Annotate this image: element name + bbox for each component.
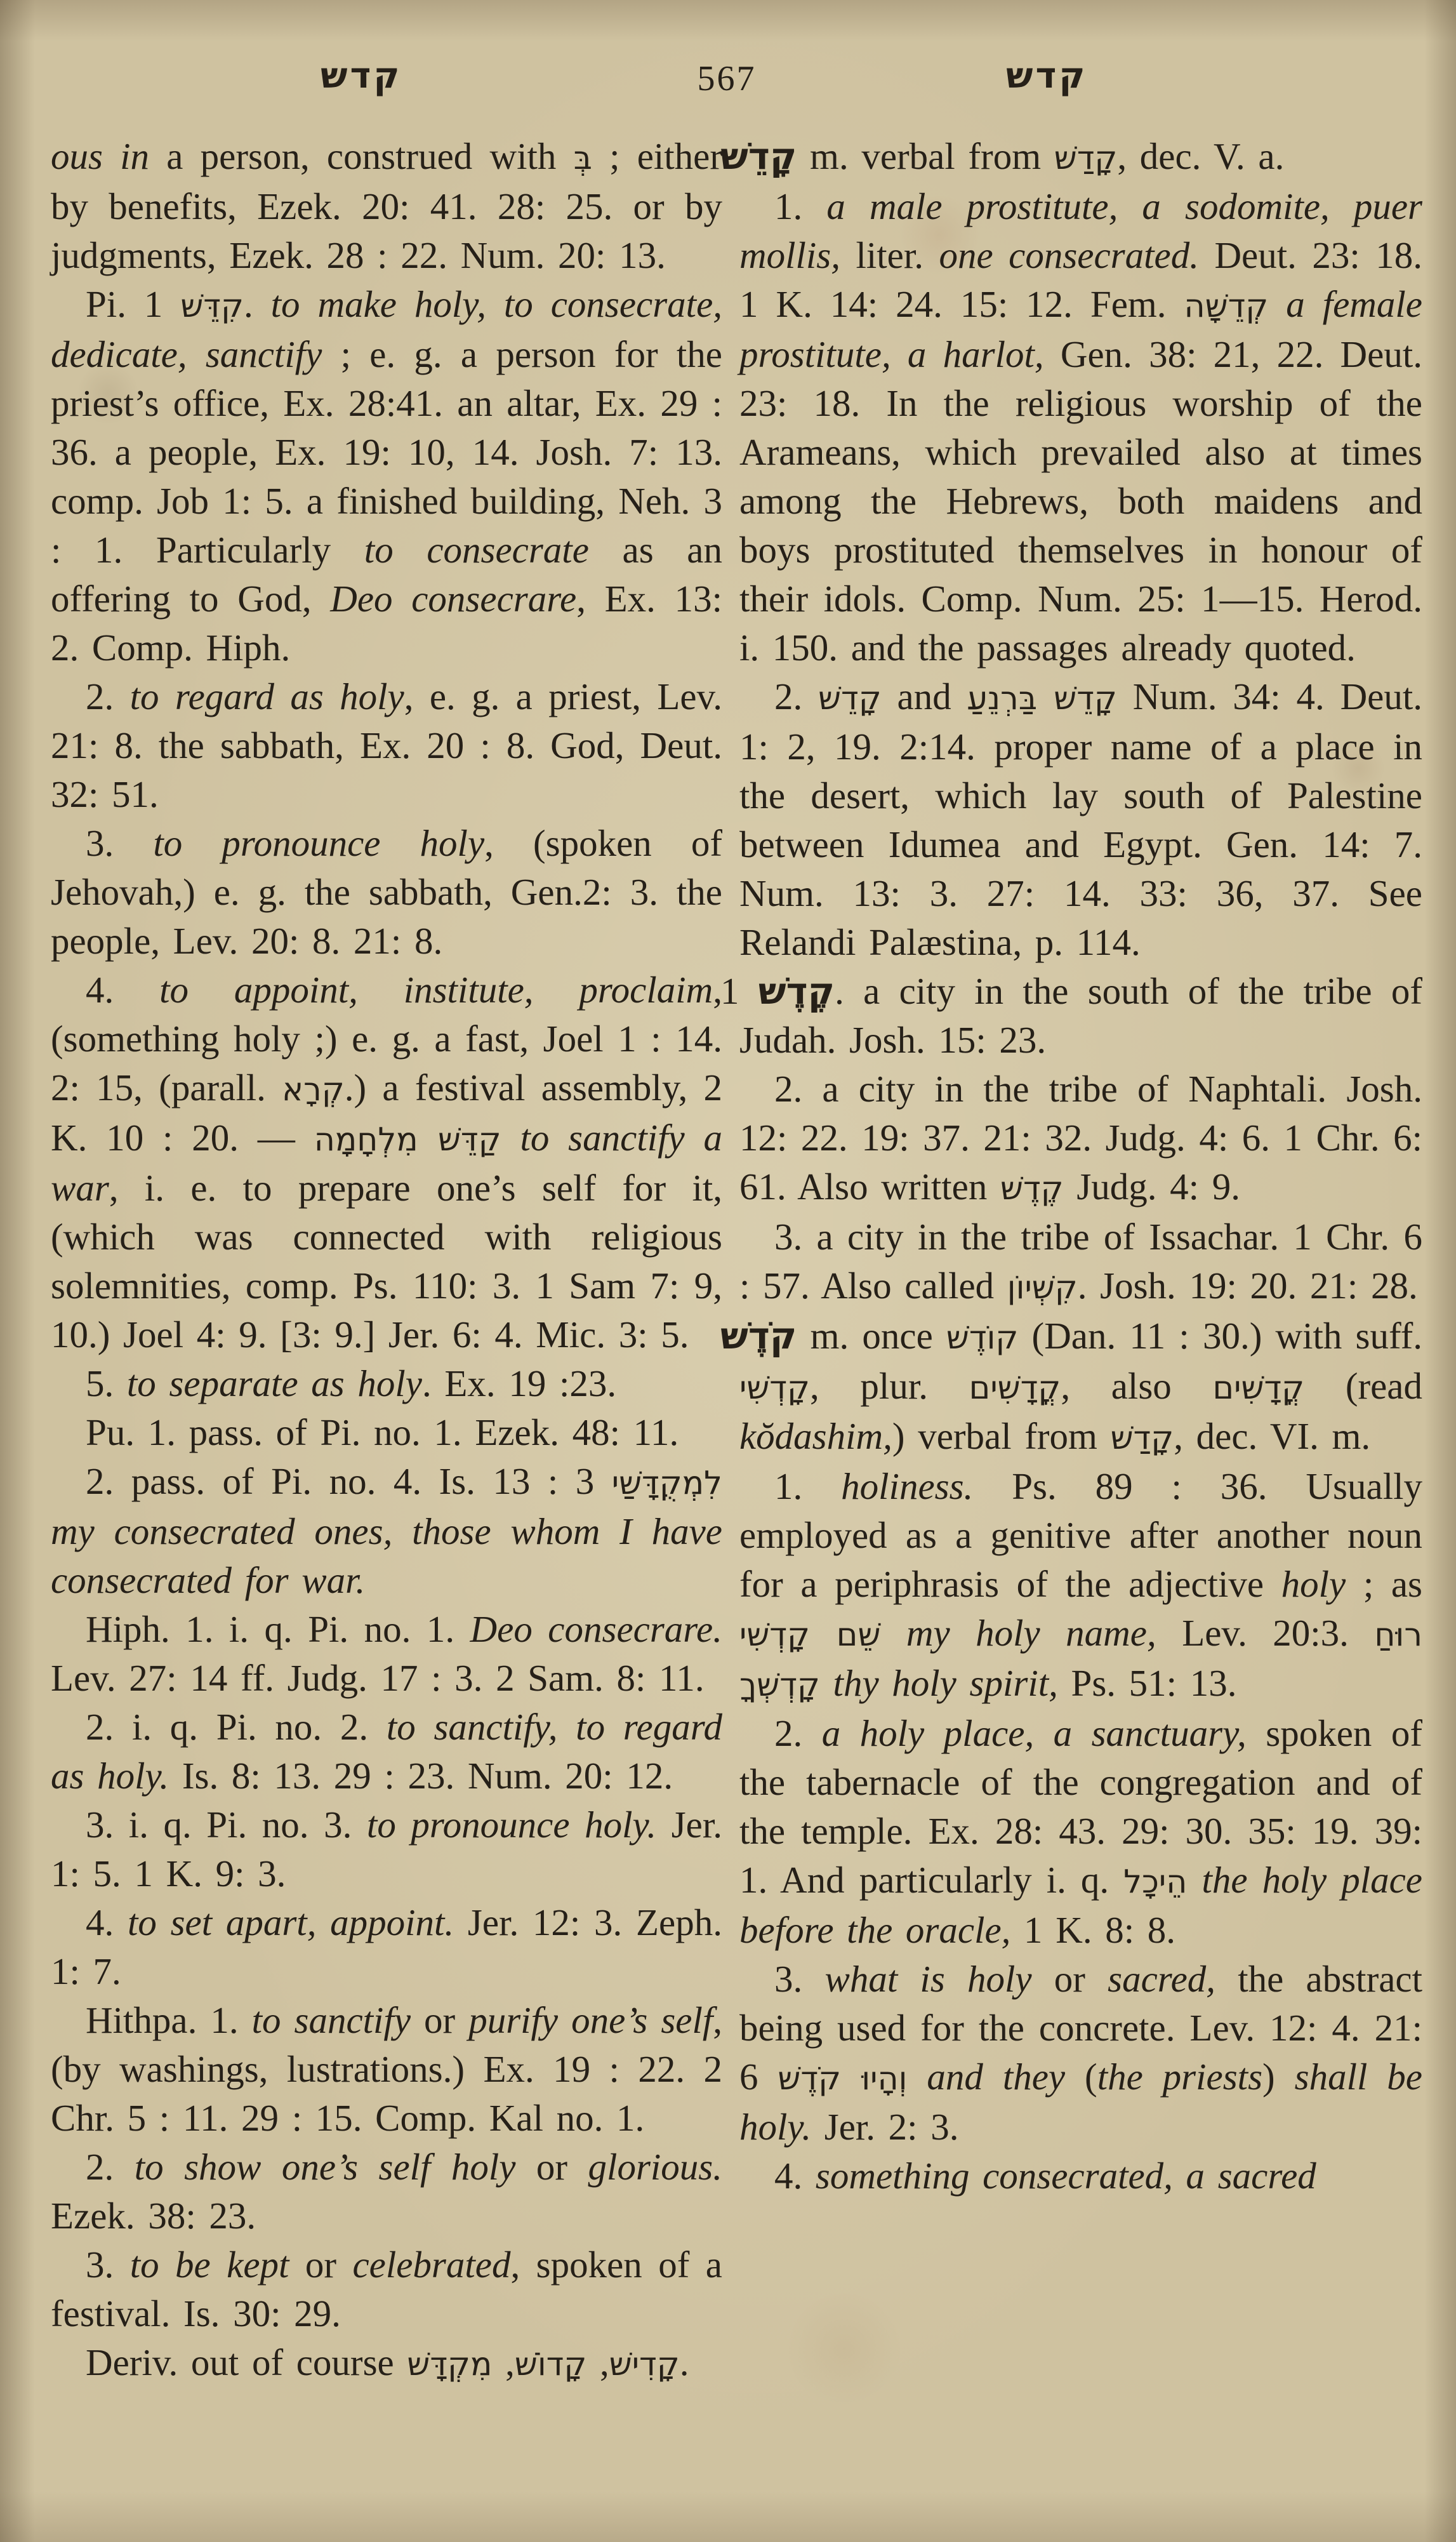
- text-run: m. once: [797, 1315, 946, 1357]
- text-run: to sanctify, to regard as holy.: [51, 1706, 723, 1797]
- hebrew-text: קְרָא: [282, 1070, 345, 1108]
- text-run: to regard as holy: [129, 675, 404, 717]
- text-run: 1.: [774, 185, 827, 227]
- text-run: glorious.: [588, 2146, 723, 2188]
- paragraph: [51, 132, 722, 280]
- text-run: (read: [1304, 1365, 1422, 1407]
- text-run: and they: [927, 2056, 1066, 2098]
- text-run: Hithpa. 1.: [86, 1999, 252, 2041]
- hebrew-text: קֶדֶשׁ: [758, 969, 835, 1013]
- text-run: ,: [492, 2341, 515, 2383]
- paragraph: [51, 1703, 722, 1800]
- hebrew-text: בְּ: [573, 139, 592, 176]
- text-run: [908, 2056, 927, 2098]
- hebrew-text: קָדוֹשׁ: [514, 2345, 587, 2383]
- text-run: 2.: [774, 675, 819, 717]
- text-run: 1.: [143, 283, 271, 325]
- text-run: one consecrated.: [939, 234, 1199, 276]
- text-run: 2. a city in the tribe of Naphtali. Josh. 12: 22. 19: 37. 21: 32. Judg. 4: 6. 1 Chr. 6: 61. Also written: [739, 1068, 1422, 1208]
- text-run: . Josh. 19: 20. 21: 28.: [1077, 1265, 1418, 1307]
- hebrew-text: מִקְדָּשׁ: [407, 2345, 493, 2383]
- text-run: 4.: [86, 1901, 128, 1943]
- text-run: kŏdashim,: [739, 1415, 892, 1457]
- text-run: , i. e. to prepare one’s self for it, (which was connected with religious solemnities, comp. Ps. 110: 3. 1 Sam 7: 9, 10.) Joel 4: 9. [3: 9.] Jer. 6: 4. Mic. 3: 5.: [51, 1167, 722, 1355]
- paragraph: [739, 182, 1422, 672]
- text-run: 2. i. q. Pi. no. 2.: [86, 1706, 387, 1748]
- entry-paragraph: [720, 1312, 1422, 1462]
- paragraph: [51, 1359, 722, 1408]
- hebrew-text: קָדִישׁ: [609, 2345, 680, 2383]
- text-run: , (spoken of Jehovah,) e. g. the sabbath, Gen.2: 3. the people, Lev. 20: 8. 21: 8.: [51, 822, 723, 962]
- text-run: Hiph. 1. i. q. Pi. no. 1.: [86, 1608, 470, 1650]
- hebrew-text: קַדֵּשׁ מִלְחָמָה: [314, 1121, 501, 1158]
- paragraph: [51, 1457, 722, 1605]
- text-run: m. verbal from: [797, 135, 1054, 177]
- text-run: a holy place, a sanctuary,: [821, 1712, 1247, 1754]
- text-run: thy holy spirit,: [833, 1662, 1058, 1704]
- text-run: to sanctify: [251, 1999, 411, 2041]
- hebrew-text: שֵׁם קָדְשִׁי: [739, 1616, 881, 1653]
- text-run: .: [679, 2341, 689, 2383]
- hebrew-text: הֵיכָל: [1123, 1863, 1188, 1900]
- text-run: 2.: [86, 675, 130, 717]
- hebrew-text: קֹדֶשׁ: [720, 1314, 797, 1357]
- paragraph: [51, 280, 722, 672]
- paragraph: [51, 2143, 722, 2240]
- text-run: Ps. 89 : 36. Usually employed as a genitive after another noun for a periphrasis of the adjective: [739, 1465, 1422, 1605]
- hebrew-text: קָדֵשׁ: [818, 679, 882, 717]
- entry-paragraph: [720, 132, 1422, 182]
- text-run: ; either by benefits, Ezek. 20: 41. 28: 25. or by judgments, Ezek. 28 : 22. Num. 20: 13.: [51, 135, 723, 276]
- text-run: the priests: [1097, 2056, 1263, 2098]
- text-run: something consecrated, a sacred: [815, 2155, 1316, 2197]
- hebrew-text: קִשְׁיוֹן: [1007, 1268, 1078, 1306]
- text-run: what is holy: [824, 1958, 1032, 2000]
- text-run: Lev. 27: 14 ff. Judg. 17 : 3. 2 Sam. 8: 11.: [51, 1657, 705, 1699]
- text-run: Jer. 2: 3.: [811, 2106, 959, 2148]
- text-run: Jer. 12: 3. Zeph. 1: 7.: [51, 1901, 722, 1992]
- text-run: [1268, 283, 1286, 325]
- text-run: 3.: [774, 1958, 825, 2000]
- hebrew-text: קָדַשׁ: [1110, 1419, 1174, 1456]
- text-run: Jer. 1: 5. 1 K. 9: 3.: [51, 1804, 722, 1894]
- text-run: , Ex. 13: 2. Comp. Hiph.: [51, 578, 722, 669]
- text-run: , also: [1061, 1365, 1213, 1407]
- text-run: my holy name,: [906, 1612, 1156, 1654]
- text-run: ,: [586, 2341, 609, 2383]
- text-run: 1.: [774, 1465, 842, 1507]
- text-run: Deriv. out of course: [86, 2341, 407, 2383]
- text-run: 2.: [774, 1712, 822, 1754]
- text-run: to consecrate: [364, 529, 589, 571]
- text-run: a person, construed with: [149, 135, 574, 177]
- text-run: holiness.: [841, 1465, 974, 1507]
- text-run: or: [411, 1999, 469, 2041]
- text-run: Is. 8: 13. 29 : 23. Num. 20: 12.: [169, 1755, 673, 1797]
- hebrew-text: קָדַשׁ: [1054, 139, 1118, 176]
- text-run: (Dan. 11 : 30.) with suff.: [1018, 1315, 1422, 1357]
- text-column-right: [720, 132, 1423, 2200]
- text-run: Pi.: [86, 283, 144, 325]
- text-run: Num. 34: 4. Deut. 1: 2, 19. 2:14. proper name of a place in the desert, which lay south of Palestine between Idumea and Egypt. Gen. 14: 7. Num. 13: 3. 27: 14. 33: 36, 37. See Relandi Palæstina, p. 114.: [739, 675, 1423, 963]
- text-run: as an offering to God,: [51, 529, 722, 620]
- text-column-left: [51, 132, 722, 2388]
- text-run: (: [1065, 2056, 1097, 2098]
- text-run: [880, 1612, 906, 1654]
- text-run: Gen. 38: 21, 22. Deut. 23: 18. In the religious worship of the Arameans, which prevailed also at times among the Hebrews, both maidens and boys prostituted themselves in honour of their idols. Comp. Num. 25: 1—15. Herod. i. 150. and the passages already quoted.: [739, 333, 1422, 669]
- text-run: my consecrated ones, those whom I have consecrated for war.: [51, 1510, 722, 1601]
- hebrew-text: קִדֵּשׁ: [180, 287, 244, 324]
- hebrew-text: קֶדֶשׁ: [1000, 1169, 1064, 1207]
- page-header: [0, 0, 1456, 127]
- paragraph: [51, 819, 722, 966]
- text-run: ): [1262, 2056, 1295, 2098]
- text-run: Deo consecrare: [330, 578, 577, 620]
- paragraph: [51, 1800, 722, 1898]
- text-run: a male prostitute, a sodomite, puer mollis,: [739, 185, 1422, 276]
- paragraph: [51, 2240, 722, 2338]
- hebrew-text: קֳדָשִׁים: [1212, 1369, 1305, 1406]
- header-hebrew-keyword-left: קדש: [321, 55, 402, 96]
- text-run: .) a festival assembly, 2 K. 10 : 20. —: [51, 1067, 723, 1159]
- page-number: 567: [697, 59, 757, 98]
- text-run: . Ex. 19 :23.: [421, 1362, 617, 1404]
- text-run: Ezek. 38: 23.: [51, 2195, 256, 2237]
- text-run: Deut. 23: 18. 1 K. 14: 24. 15: 12. Fem.: [739, 234, 1422, 325]
- hebrew-text: קֳדָשִׁים: [969, 1369, 1061, 1406]
- text-run: to make holy, to consecrate, dedicate, sanctify: [51, 283, 723, 375]
- header-hebrew-keyword-right: קדש: [1006, 55, 1088, 96]
- text-run: 3. a city in the tribe of Issachar. 1 Chr. 6 : 57. Also called: [739, 1216, 1422, 1307]
- text-run: ; e. g. a person for the priest’s office, Ex. 28:41. an altar, Ex. 29 : 36. a people, Ex. 19: 10, 14. Josh. 7: 13. comp. Job 1: 5. a finished building, Neh. 3 : 1. Particularly: [51, 333, 722, 571]
- text-run: spoken of the tabernacle of the congregation and of the temple. Ex. 28: 43. 29: 30. 35: 19. 39: 1. And particularly i. q.: [739, 1712, 1422, 1901]
- hebrew-text: לִמְקֻדָּשַׁי: [611, 1464, 722, 1501]
- paragraph: [739, 1955, 1422, 2152]
- text-run: 3. i. q. Pi. no. 3.: [86, 1804, 367, 1846]
- text-run: to pronounce holy: [153, 822, 485, 864]
- paragraph: [51, 1996, 722, 2143]
- text-run: [1187, 1859, 1201, 1901]
- hebrew-text: קָדֵשׁ בַּרְנֵעַ: [967, 679, 1117, 717]
- paragraph: [739, 1213, 1422, 1312]
- hebrew-text: קְדֵשָׁה: [1184, 287, 1269, 324]
- text-run: shall be holy.: [739, 2056, 1422, 2148]
- text-run: to show one’s self holy: [134, 2146, 516, 2188]
- paragraph: [51, 1898, 722, 1996]
- text-run: Pu. 1. pass. of Pi. no. 1. Ezek. 48: 11.: [86, 1411, 679, 1453]
- text-run: to sanctify a war: [51, 1117, 723, 1209]
- text-run: , (something holy ;) e. g. a fast, Joel 1 : 14. 2: 15, (parall.: [51, 969, 722, 1108]
- text-run: 4.: [774, 2155, 816, 2197]
- text-run: to separate as holy: [126, 1362, 422, 1404]
- text-run: or: [289, 2244, 353, 2286]
- paragraph: [739, 2152, 1422, 2200]
- text-run: ) verbal from: [892, 1415, 1111, 1457]
- paragraph: [51, 2338, 722, 2388]
- text-run: 1 K. 8: 8.: [1010, 1909, 1176, 1951]
- paragraph: [51, 1408, 722, 1457]
- text-run: Judg. 4: 9.: [1063, 1166, 1240, 1208]
- text-run: to pronounce holy.: [366, 1804, 657, 1846]
- text-run: 5.: [86, 1362, 127, 1404]
- text-run: liter.: [840, 234, 939, 276]
- paragraph: [739, 1065, 1422, 1213]
- text-run: celebrated: [352, 2244, 511, 2286]
- text-run: the abstract being used for the concrete. Lev. 12: 4. 21: 6: [739, 1958, 1422, 2098]
- text-run: sacred,: [1108, 1958, 1216, 2000]
- entry-paragraph: [720, 967, 1423, 1065]
- text-run: holy: [1281, 1563, 1346, 1605]
- hebrew-text: וְהָיוּ קֹדֶשׁ: [778, 2060, 908, 2097]
- paragraph: [739, 1462, 1422, 1709]
- paragraph: [51, 1605, 722, 1703]
- text-run: to be kept: [129, 2244, 289, 2286]
- text-run: , dec. V. a.: [1117, 135, 1285, 177]
- text-run: , spoken of a festival. Is. 30: 29.: [51, 2244, 722, 2334]
- text-run: 1. a city in the south of the tribe of Judah. Josh. 15: 23.: [720, 970, 1423, 1061]
- text-run: [820, 1662, 833, 1704]
- text-run: , (by washings, lustrations.) Ex. 19 : 22. 2 Chr. 5 : 11. 29 : 15. Comp. Kal no. 1.: [51, 1999, 723, 2139]
- text-run: , dec. VI. m.: [1174, 1415, 1371, 1457]
- text-run: 2.: [86, 2146, 135, 2188]
- text-run: , plur.: [809, 1365, 969, 1407]
- text-run: 3.: [86, 2244, 130, 2286]
- text-run: to set apart, appoint.: [127, 1901, 454, 1943]
- text-run: the holy place before the oracle,: [739, 1859, 1422, 1951]
- hebrew-text: קָדְשִׁי: [739, 1369, 810, 1406]
- text-run: 2. pass. of Pi. no. 4. Is. 13 : 3: [86, 1460, 612, 1502]
- hebrew-text: רוּחַ קָדְשְׁךָ: [739, 1616, 1422, 1703]
- text-run: Lev. 20:3.: [1156, 1612, 1375, 1654]
- text-run: 4.: [86, 969, 160, 1011]
- text-run: and: [881, 675, 967, 717]
- text-run: ; as: [1346, 1563, 1422, 1605]
- text-run: 3.: [86, 822, 154, 864]
- text-run: Deo consecrare.: [470, 1608, 722, 1650]
- text-run: , e. g. a priest, Lev. 21: 8. the sabbath, Ex. 20 : 8. God, Deut. 32: 51.: [51, 675, 722, 815]
- text-run: a female prostitute, a harlot,: [739, 283, 1422, 375]
- text-run: to appoint, institute, proclaim: [159, 969, 713, 1011]
- paragraph: [51, 672, 722, 819]
- paragraph: [51, 966, 722, 1359]
- paragraph: [739, 1709, 1422, 1955]
- text-run: ous in: [51, 135, 150, 177]
- text-run: purify one’s self: [468, 1999, 713, 2041]
- text-run: or: [1031, 1958, 1108, 2000]
- text-run: [501, 1117, 520, 1159]
- text-run: or: [515, 2146, 588, 2188]
- hebrew-text: קוֹדֶשׁ: [946, 1319, 1019, 1356]
- hebrew-text: קָדֵשׁ: [720, 135, 797, 178]
- paragraph: [739, 672, 1422, 967]
- text-run: Ps. 51: 13.: [1057, 1662, 1237, 1704]
